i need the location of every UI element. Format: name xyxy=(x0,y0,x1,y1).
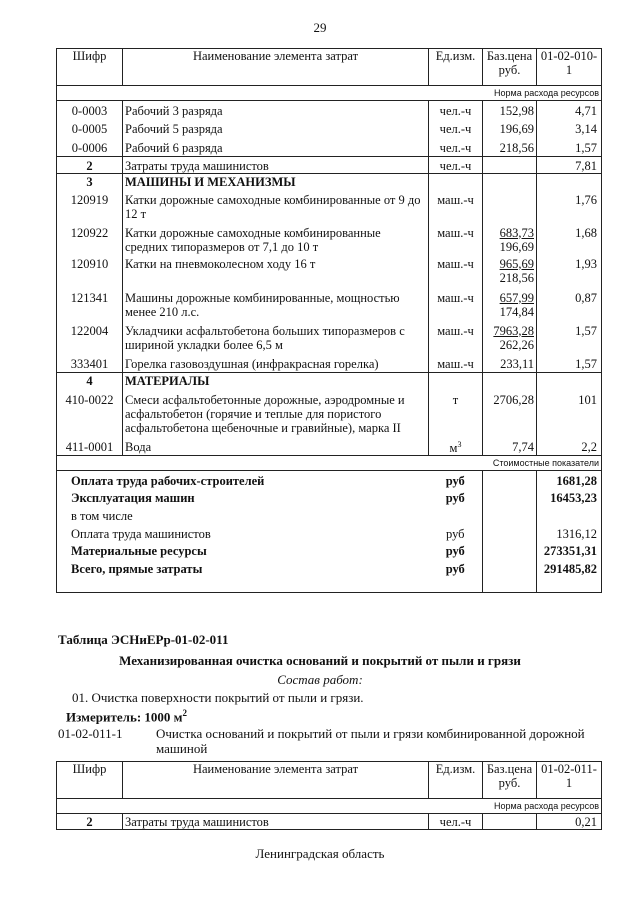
cost-row: Всего, прямые затраты руб 291485,82 xyxy=(57,560,602,578)
table-row: 2 Затраты труда машинистов чел.-ч 0,21 xyxy=(57,814,602,830)
header-ref: 01-02-011-1 xyxy=(537,762,602,799)
norm-label-row xyxy=(57,799,602,814)
norm-label-row xyxy=(57,86,602,101)
section-row: 4 МАТЕРИАЛЫ xyxy=(57,373,602,389)
header-price: Баз.цена руб. xyxy=(483,49,537,86)
resource-table-2 xyxy=(56,761,602,830)
cost-row: Оплата труда рабочих-строителей руб 1681,28 xyxy=(57,471,602,489)
norm-label: Норма расхода ресурсов xyxy=(57,86,602,101)
header-price: Баз.цена руб. xyxy=(483,762,537,799)
header-ref: 01-02-010-1 xyxy=(537,49,602,86)
item-code: 01-02-011-1 xyxy=(58,726,123,741)
table-row: 0-0003 Рабочий 3 разряда чел.-ч 152,98 4,71 xyxy=(57,101,602,120)
table-title: Таблица ЭСНиЕРр-01-02-011 xyxy=(58,632,229,647)
header-name: Наименование элемента затрат xyxy=(123,49,429,86)
cost-row: в том числе xyxy=(57,507,602,524)
measure-line: Измеритель: 1000 $м^2$ xyxy=(66,708,188,725)
resource-table-1 xyxy=(56,48,602,593)
cost-row: Материальные ресурсы руб 273351,31 xyxy=(57,542,602,560)
header-code: Шифр xyxy=(57,49,123,86)
table-header-row xyxy=(57,49,602,86)
table-row: 333401 Горелка газовоздушная (инфракрасная горелка) маш.-ч 233,11 1,57 xyxy=(57,355,602,373)
header-name: Наименование элемента затрат xyxy=(123,762,429,799)
header-code: Шифр xyxy=(57,762,123,799)
footer-region: Ленинградская область xyxy=(255,846,385,861)
table-header-row xyxy=(57,762,602,799)
cost-label: Стоимостные показатели xyxy=(57,456,602,471)
table-row: 0-0006 Рабочий 6 разряда чел.-ч 218,56 1,57 xyxy=(57,139,602,157)
table-row: 411-0001 Вода $м^3$ 7,74 2,2 xyxy=(57,438,602,456)
table-row: 410-0022 Смеси асфальтобетонные дорожные, аэродромные и асфальтобетон (горячие и теплые для пористого асфальтобетона щебеночные и гравийные), марка II т 2706,28 101 xyxy=(57,389,602,438)
cost-row: Эксплуатация машин руб 16453,23 xyxy=(57,489,602,507)
cost-label-row xyxy=(57,456,602,471)
table-row: 120910 Катки на пневмоколесном ходу 16 т маш.-ч 965,69 218,56 1,93 xyxy=(57,255,602,289)
item-description: Очистка оснований и покрытий от пыли и грязи комбинированной дорожной машиной xyxy=(156,726,585,756)
table-end-row xyxy=(57,578,602,593)
composition-heading: Состав работ: xyxy=(277,672,363,687)
norm-label: Норма расхода ресурсов xyxy=(57,799,602,814)
header-unit: Ед.изм. xyxy=(429,762,483,799)
table-row: 120922 Катки дорожные самоходные комбинированные средних типоразмеров от 7,1 до 10 т маш.-ч 683,73 196,69 1,68 xyxy=(57,224,602,255)
page-number: 29 xyxy=(313,20,327,35)
table-row: 121341 Машины дорожные комбинированные, мощностью менее 210 л.с. маш.-ч 657,99 174,84 0,87 xyxy=(57,289,602,322)
cost-row: Оплата труда машинистов руб 1316,12 xyxy=(57,524,602,542)
table-subtitle: Механизированная очистка оснований и покрытий от пыли и грязи xyxy=(119,653,521,668)
table-row: 2 Затраты труда машинистов чел.-ч 7,81 xyxy=(57,157,602,174)
table-row: 120919 Катки дорожные самоходные комбинированные от 9 до 12 т маш.-ч 1,76 xyxy=(57,190,602,224)
work-item: 01. Очистка поверхности покрытий от пыли и грязи. xyxy=(72,690,364,705)
header-unit: Ед.изм. xyxy=(429,49,483,86)
table-row: 122004 Укладчики асфальтобетона больших типоразмеров с шириной укладки более 6,5 м маш.-ч 7963,28 262,26 1,57 xyxy=(57,322,602,355)
section-row: 3 МАШИНЫ И МЕХАНИЗМЫ xyxy=(57,174,602,190)
table-row: 0-0005 Рабочий 5 разряда чел.-ч 196,69 3,14 xyxy=(57,120,602,139)
